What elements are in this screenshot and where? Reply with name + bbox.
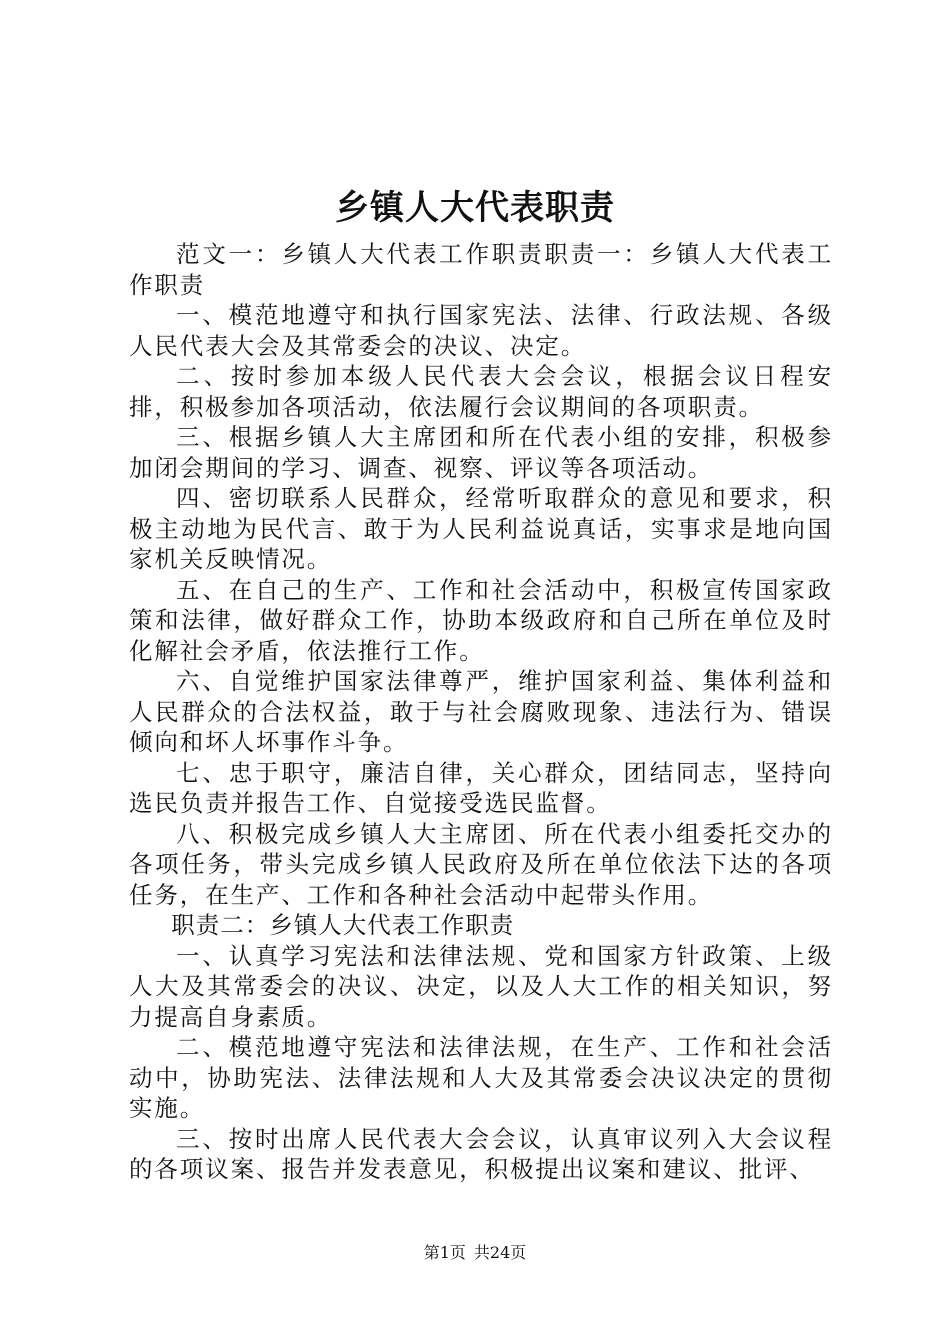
paragraph-duty-1-item-6: 六、自觉维护国家法律尊严，维护国家利益、集体利益和人民群众的合法权益，敢于与社会腐败现象、违法行为、错误倾向和坏人坏事作斗争。 bbox=[129, 667, 833, 756]
page-footer bbox=[0, 1242, 950, 1264]
paragraph-duty-2-item-3: 三、按时出席人民代表大会会议，认真审议列入大会议程的各项议案、报告并发表意见，积极提出议案和建议、批评、 bbox=[129, 1124, 833, 1183]
paragraph-duty-1-item-4: 四、密切联系人民群众，经常听取群众的意见和要求，积极主动地为民代言、敢于为人民利益说真话，实事求是地向国家机关反映情况。 bbox=[129, 484, 833, 573]
paragraph-duty-1-item-7: 七、忠于职守，廉洁自律，关心群众，团结同志，坚持向选民负责并报告工作、自觉接受选民监督。 bbox=[129, 758, 833, 817]
paragraph-duty-1-item-8: 八、积极完成乡镇人大主席团、所在代表小组委托交办的各项任务，带头完成乡镇人民政府及所在单位依法下达的各项任务，在生产、工作和各种社会活动中起带头作用。 bbox=[129, 819, 833, 909]
paragraph-duty-1-item-3: 三、根据乡镇人大主席团和所在代表小组的安排，积极参加闭会期间的学习、调查、视察、评议等各项活动。 bbox=[129, 423, 833, 482]
paragraph-duty-2-item-2: 二、模范地遵守宪法和法律法规，在生产、工作和社会活动中，协助宪法、法律法规和人大及其常委会决议决定的贯彻实施。 bbox=[129, 1033, 833, 1122]
paragraph-duty-1-item-1: 一、模范地遵守和执行国家宪法、法律、行政法规、各级人民代表大会及其常委会的决议、决定。 bbox=[129, 301, 833, 360]
page-total: 共24页 bbox=[473, 1243, 527, 1262]
document-title: 乡镇人大代表职责 bbox=[335, 188, 615, 228]
page-number: 第1页 bbox=[423, 1243, 466, 1262]
paragraph-duty-2-item-1: 一、认真学习宪法和法律法规、党和国家方针政策、上级人大及其常委会的决议、决定，以及人大工作的相关知识，努力提高自身素质。 bbox=[129, 941, 833, 1031]
document-body bbox=[129, 239, 833, 1185]
paragraph-duty-1-item-5: 五、在自己的生产、工作和社会活动中，积极宣传国家政策和法律，做好群众工作，协助本级政府和自己所在单位及时化解社会矛盾，依法推行工作。 bbox=[129, 575, 833, 665]
paragraph-duty-1-item-2: 二、按时参加本级人民代表大会会议，根据会议日程安排，积极参加各项活动，依法履行会议期间的各项职责。 bbox=[129, 362, 833, 421]
section-heading-duty-2: 职责二：乡镇人大代表工作职责 bbox=[171, 911, 515, 939]
paragraph-intro: 范文一：乡镇人大代表工作职责职责一：乡镇人大代表工作职责 bbox=[129, 240, 833, 299]
